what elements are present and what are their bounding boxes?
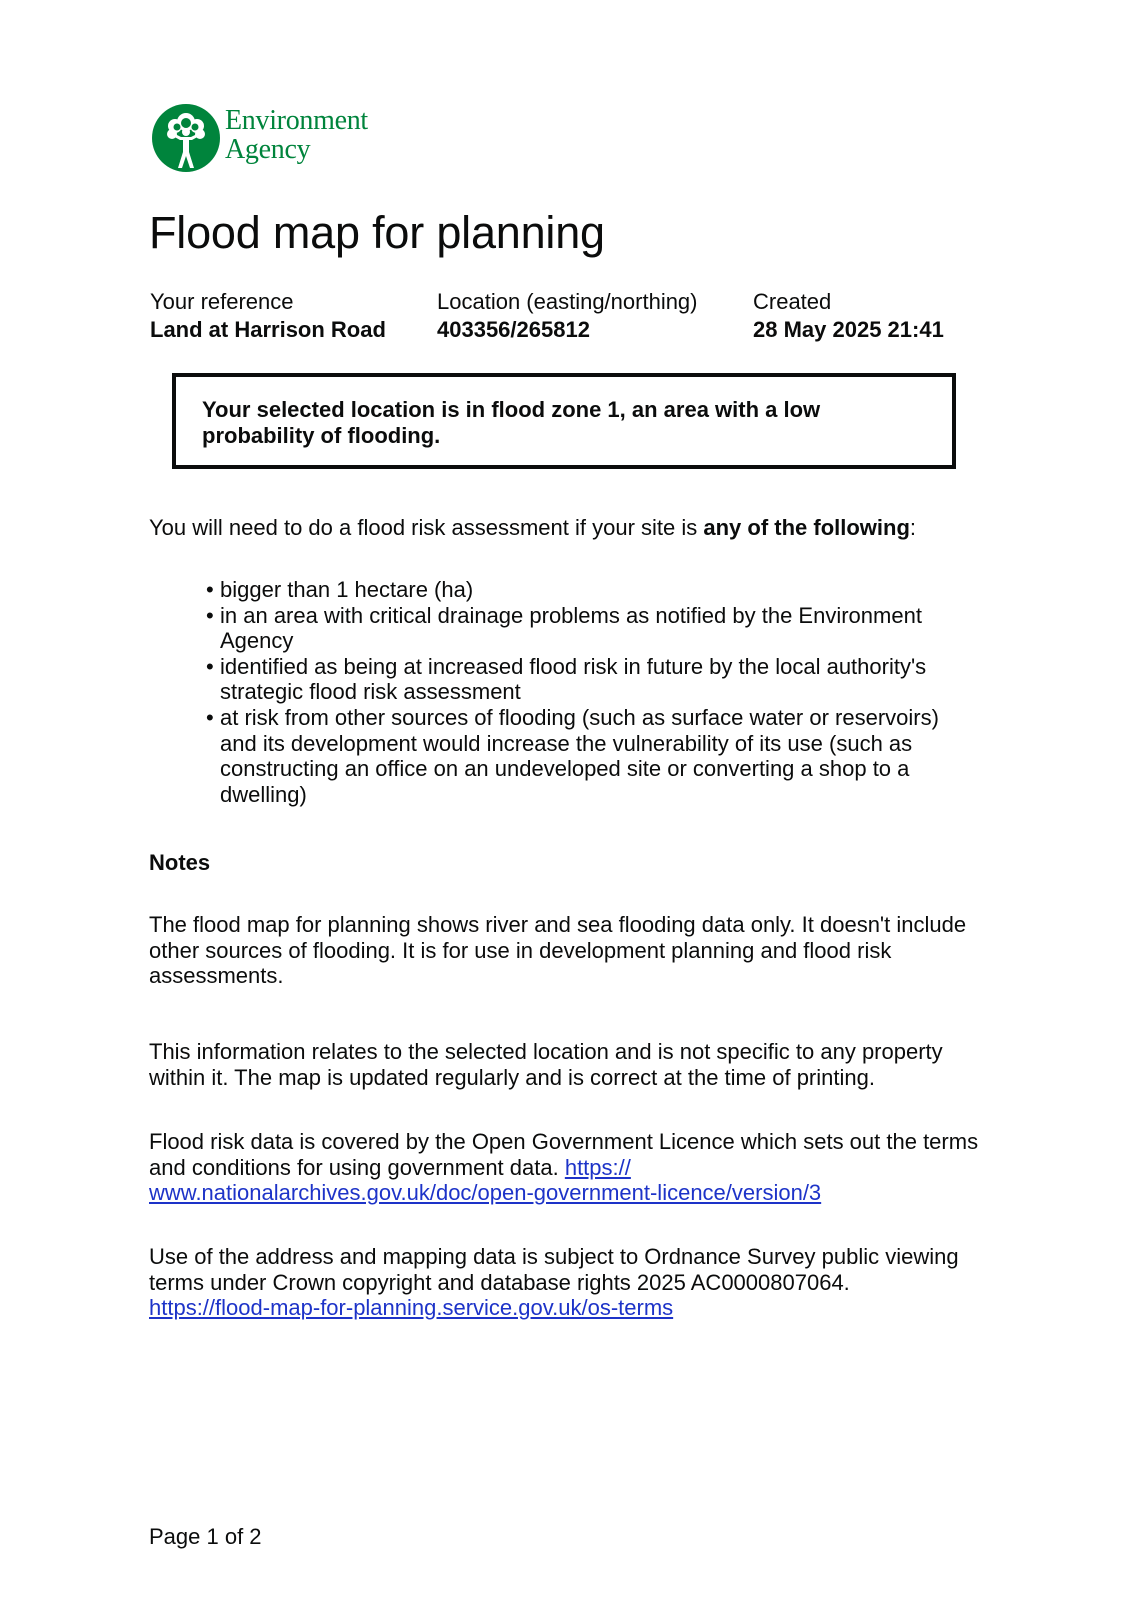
- licence-link-line-2: www.nationalarchives.gov.uk/doc/open-government-licence/version/3: [149, 1180, 822, 1206]
- flood-zone-notice-text: Your selected location is in flood zone 1, an area with a low probability of flooding.: [202, 397, 821, 448]
- notes-heading: Notes: [149, 850, 211, 875]
- list-item: [206, 654, 981, 705]
- list-item: [206, 705, 981, 807]
- environment-agency-logo: [151, 100, 401, 176]
- reference-block: [150, 288, 386, 344]
- list-item-text: in an area with critical drainage problems as notified by the Environment Agency: [220, 602, 922, 654]
- list-item: [206, 603, 981, 654]
- created-label: Created: [753, 289, 832, 314]
- tree-person-logo-icon: [151, 102, 221, 174]
- list-item-text: at risk from other sources of flooding (such as surface water or reservoirs) and its development would increase the vulnerability of its use (such as constructing an office on an undeveloped site or converting a shop to a dwelling): [220, 704, 939, 807]
- os-terms-text: Use of the address and mapping data is subject to Ordnance Survey public viewing terms under Crown copyright and database rights 2025 AC0000807064.: [149, 1244, 959, 1295]
- notes-paragraph-1: The flood map for planning shows river and sea flooding data only. It doesn't include other sources of flooding. It is for use in development planning and flood risk assessments.: [149, 912, 967, 989]
- flood-zone-notice: [172, 373, 956, 469]
- logo-line-1: Environment: [225, 105, 368, 136]
- bullet-icon: •: [206, 653, 214, 679]
- notes-paragraph-4: [149, 1244, 979, 1321]
- logo-wordmark: [225, 106, 368, 164]
- licence-link-line-1: https://: [564, 1154, 631, 1180]
- notes-paragraph-3: [149, 1129, 979, 1206]
- location-block: [437, 288, 698, 344]
- location-label: Location (easting/northing): [437, 289, 698, 314]
- location-value: 403356/265812: [437, 317, 590, 342]
- reference-value: Land at Harrison Road: [150, 317, 386, 342]
- bullet-icon: •: [206, 704, 214, 730]
- intro-text: You will need to do a flood risk assessment if your site is: [149, 515, 704, 540]
- bullet-icon: •: [206, 577, 214, 602]
- os-terms-link[interactable]: https://flood-map-for-planning.service.gov.uk/os-terms: [149, 1295, 674, 1321]
- page-title: Flood map for planning: [149, 207, 605, 258]
- created-value: 28 May 2025 21:41: [753, 317, 944, 342]
- created-block: [753, 288, 944, 344]
- intro-suffix: :: [909, 515, 917, 540]
- logo-line-2: Agency: [225, 134, 311, 165]
- list-item-text: identified as being at increased flood risk in future by the local authority's strategic flood risk assessment: [220, 653, 927, 705]
- assessment-criteria-list: [206, 577, 981, 807]
- page-number: Page 1 of 2: [149, 1524, 262, 1549]
- bullet-icon: •: [206, 602, 214, 628]
- intro-emphasis: any of the following: [703, 515, 910, 540]
- notes-paragraph-2: This information relates to the selected location and is not specific to any property within it. The map is updated regularly and is correct at the time of printing.: [149, 1039, 943, 1090]
- assessment-intro: [149, 514, 979, 542]
- licence-text: Flood risk data is covered by the Open Government Licence which sets out the terms and conditions for using government data.: [149, 1129, 979, 1180]
- list-item: [206, 577, 981, 603]
- reference-label: Your reference: [150, 289, 294, 314]
- list-item-text: bigger than 1 hectare (ha): [220, 577, 474, 602]
